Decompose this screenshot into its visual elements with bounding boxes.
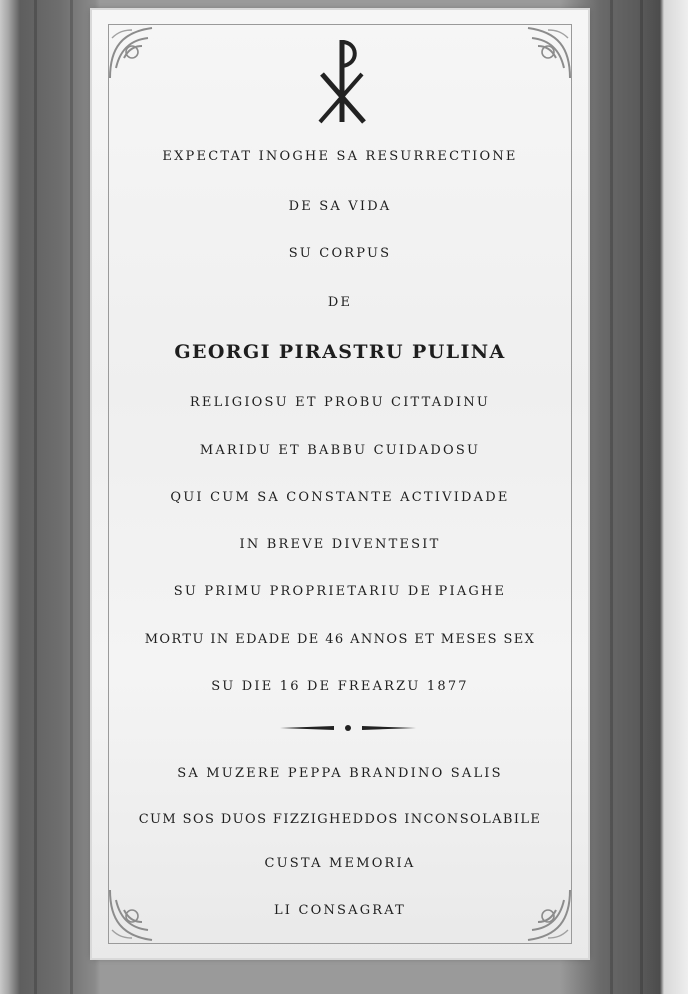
inscription-line: SA MUZERE PEPPA BRANDINO SALIS: [177, 766, 503, 781]
inscription-line: DE SA VIDA: [288, 199, 392, 214]
inscription-line: MARIDU ET BABBU CUIDADOSU: [199, 443, 481, 458]
deceased-name: GEORGI PIRASTRU PULINA: [174, 341, 506, 363]
inscription-line: SU CORPUS: [288, 246, 392, 261]
ornamental-divider-icon: [278, 722, 418, 734]
inscription-line: MORTU IN EDADE DE 46 ANNOS ET MESES SEX: [144, 632, 536, 647]
memorial-plaque: [92, 10, 588, 958]
inscription-line: LI CONSAGRAT: [273, 903, 407, 918]
corner-ornament-icon: [102, 18, 172, 88]
inscription-line: QUI CUM SA CONSTANTE ACTIVIDADE: [170, 490, 510, 505]
chi-rho-icon: [312, 36, 372, 128]
inscription-line: CUSTA MEMORIA: [264, 856, 416, 871]
inscription-line: EXPECTAT INOGHE SA RESURRECTIONE: [162, 149, 518, 164]
inscription-line: DE: [327, 295, 353, 310]
inscription-line: IN BREVE DIVENTESIT: [239, 537, 441, 552]
inscription-line: RELIGIOSU ET PROBU CITTADINU: [189, 395, 491, 410]
inscription-line: SU PRIMU PROPRIETARIU DE PIAGHE: [173, 584, 507, 599]
inscription-line: CUM SOS DUOS FIZZIGHEDDOS INCONSOLABILE: [138, 812, 542, 827]
corner-ornament-icon: [508, 18, 578, 88]
inscription-line: SU DIE 16 DE FREARZU 1877: [211, 679, 469, 694]
